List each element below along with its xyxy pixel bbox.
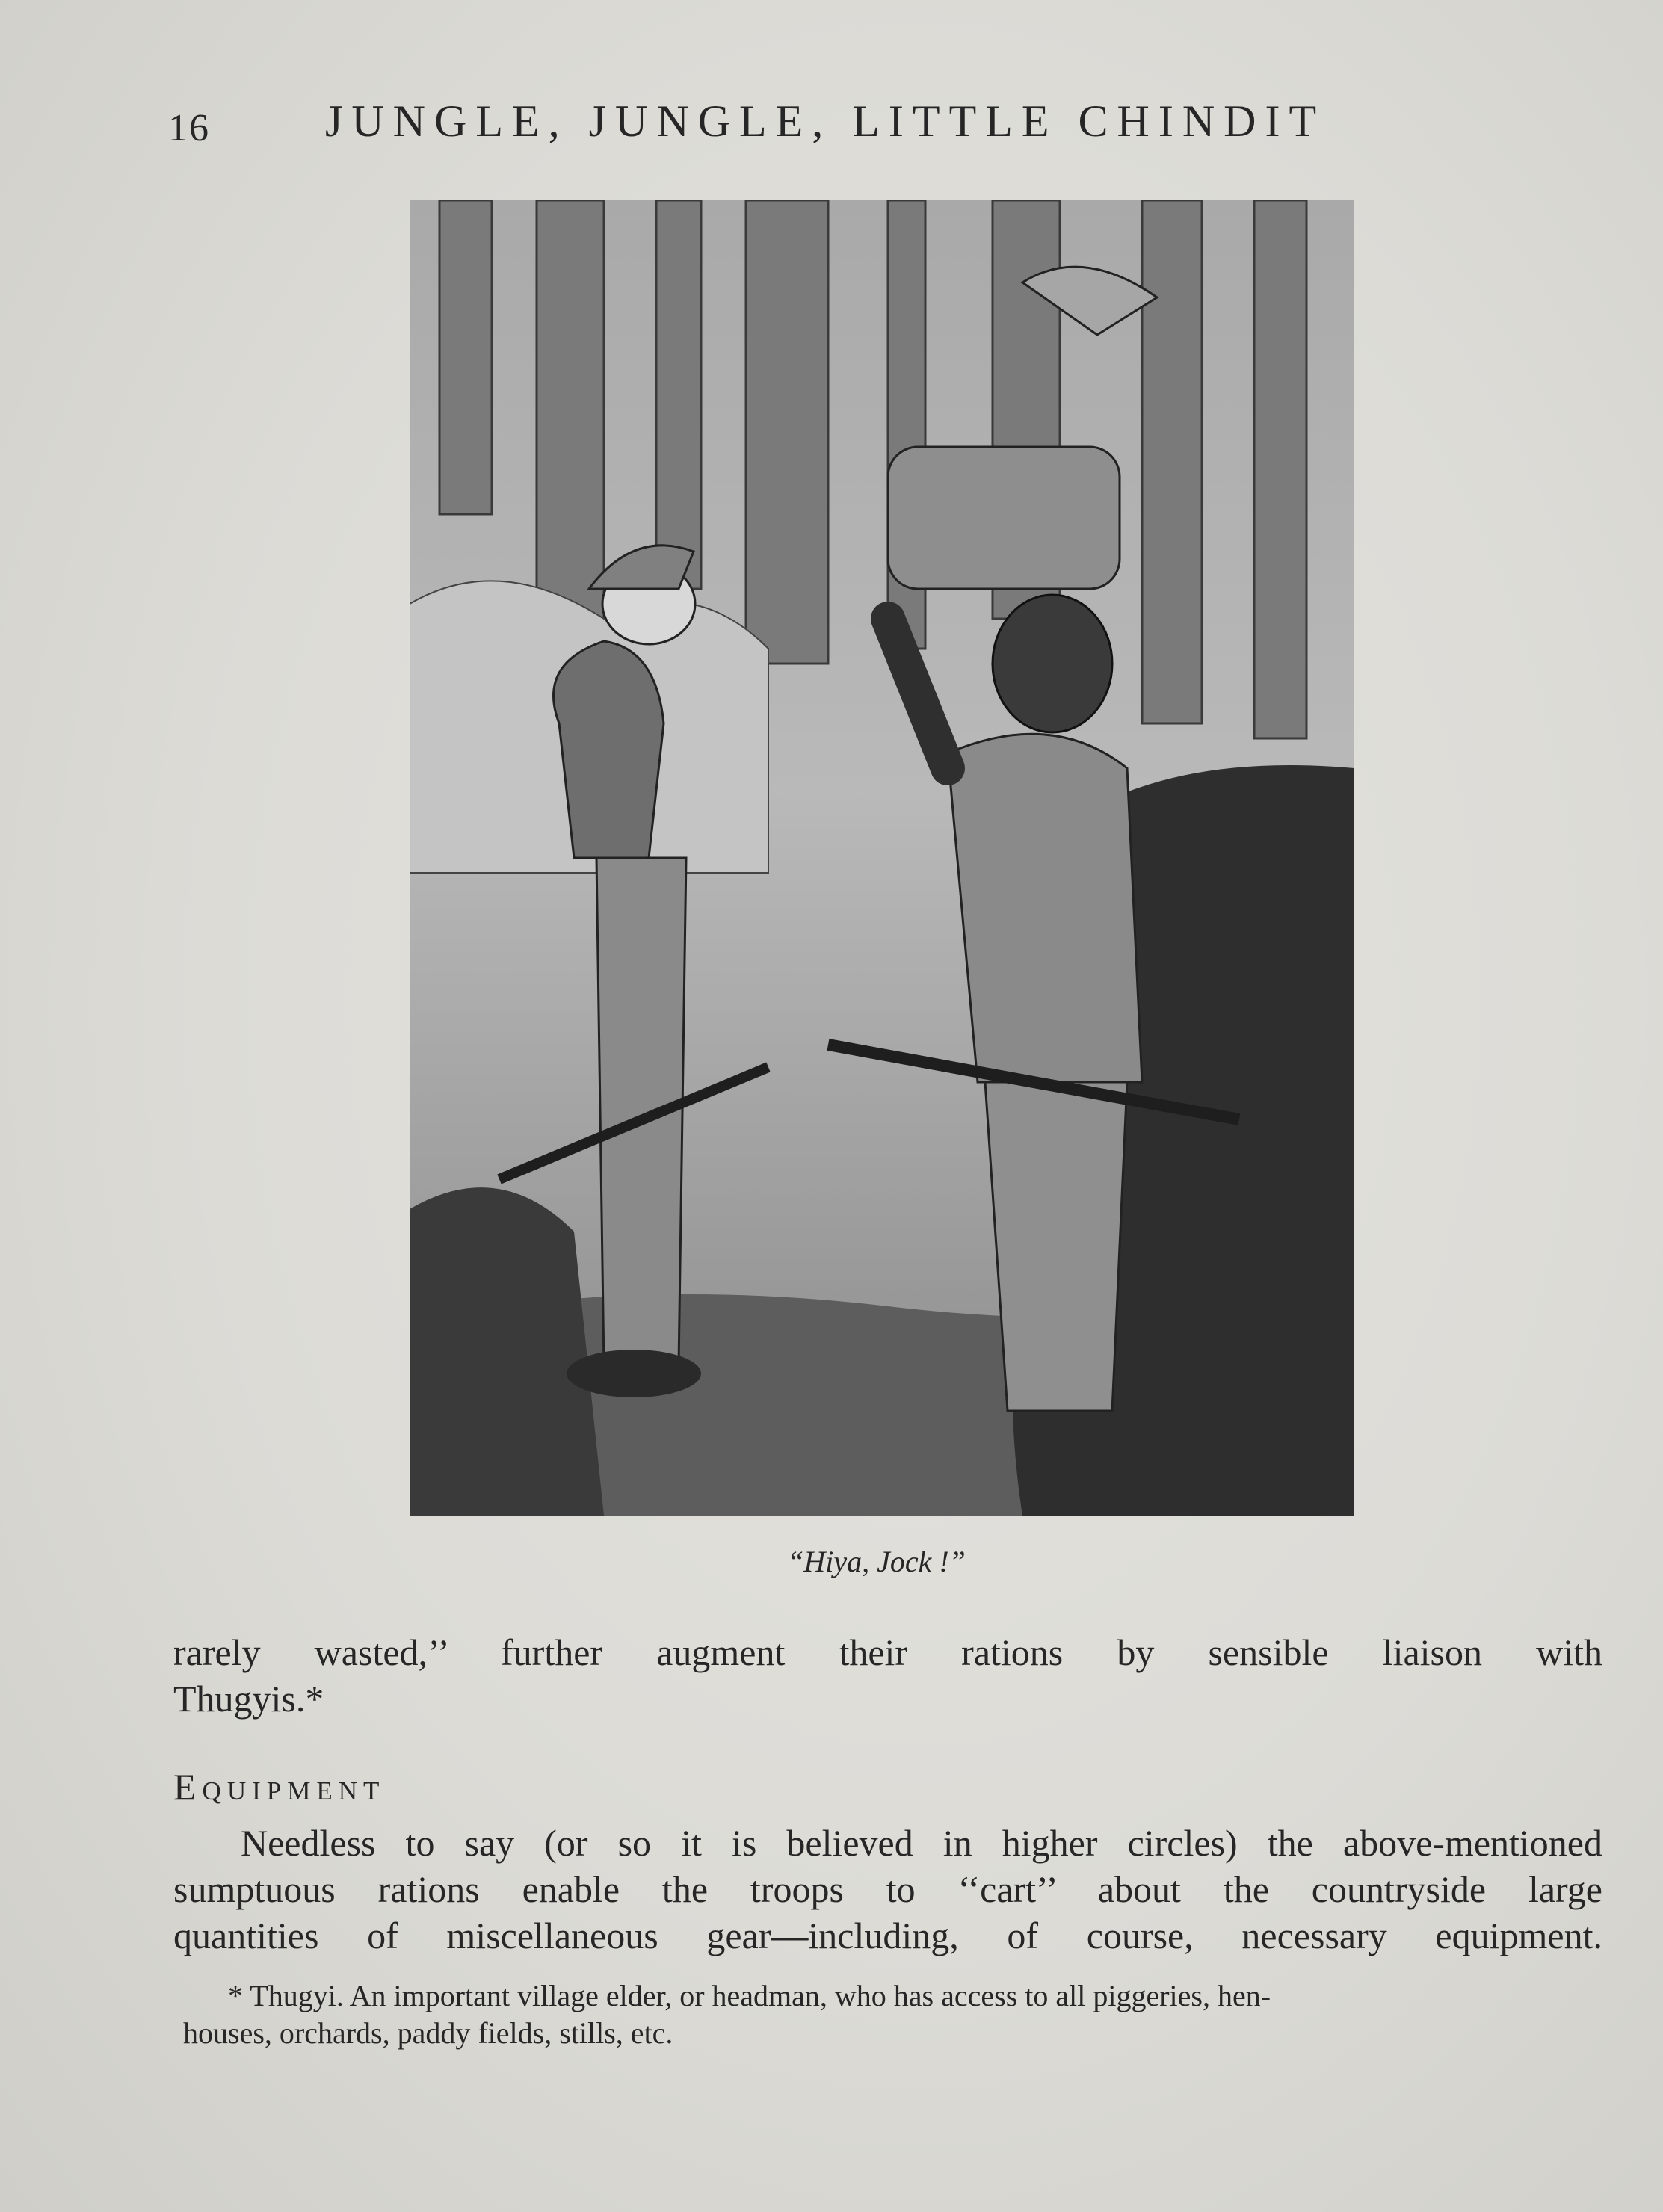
book-title: JUNGLE, JUNGLE, LITTLE CHINDIT [325, 96, 1326, 146]
footnote [183, 1977, 1603, 2052]
paragraph-line: quantities of miscellaneous gear—including, of course, necessary equipment. [173, 1915, 1602, 1956]
paragraph-line: Needless to say (or so it is believed in higher circles) the above-mentioned [241, 1822, 1602, 1864]
paragraph-line: rarely wasted,’’ further augment their rations by sensible liaison with [173, 1631, 1602, 1673]
continuation-paragraph [173, 1629, 1602, 1722]
paragraph-line: Thugyis.* [173, 1678, 324, 1720]
footnote-line: houses, orchards, paddy fields, stills, etc. [183, 2016, 673, 2050]
footnote-line: * Thugyi. An important village elder, or headman, who has access to all piggeries, hen- [228, 1979, 1271, 2012]
illustration-caption: “Hiya, Jock !” [787, 1545, 966, 1578]
paragraph-line: sumptuous rations enable the troops to ‘‘cart’’ about the countryside large [173, 1868, 1602, 1910]
running-head [168, 96, 1454, 155]
page-number: 16 [168, 107, 210, 149]
equipment-paragraph [173, 1820, 1602, 1959]
section-heading-equipment: Equipment [173, 1766, 386, 1808]
illustration-drawing [410, 200, 1354, 1516]
cartoon-illustration [410, 200, 1354, 1516]
